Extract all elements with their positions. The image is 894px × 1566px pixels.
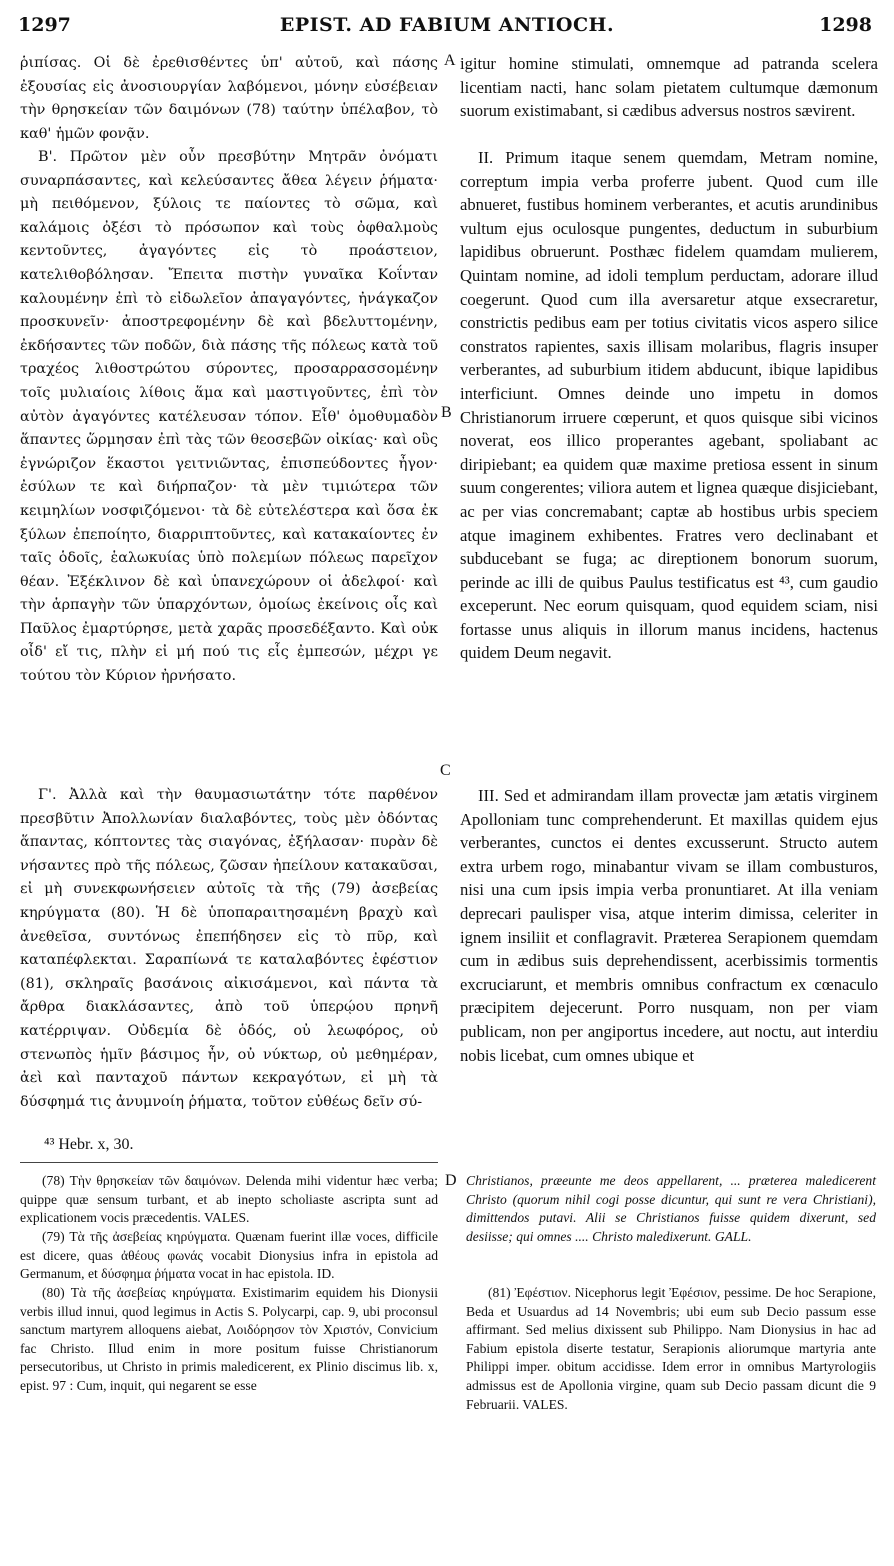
note-78: (78) Τὴν θρησκείαν τῶν δαιμόνων. Delenda mihi videntur hæc verba; quippe quæ sensum turbant, et ab inepto scholiaste ascripta sunt ad explicationem vocis præcedentis. VALES.: [20, 1173, 438, 1226]
latin-paragraph-1: igitur homine stimulati, omnemque ad patranda scelera licentiam nacti, hanc solam pietatem cultumque dæmonum suorum existimabant, si cædibus adversus nostros sævirent.: [460, 54, 878, 121]
footnote-divider: [20, 1162, 438, 1163]
note-79: (79) Τὰ τῆς ἀσεβείας κηρύγματα. Quænam fuerint illæ voces, difficile est dicere, quas ἀθέους φωνάς vocabit Dionysius infra in epistola ad Germanum, et δύσφημα ῥήματα vocat in hac epistola. ID.: [20, 1229, 438, 1282]
scripture-footnote: ⁴³ Hebr. x, 30.: [44, 1136, 134, 1153]
greek-paragraph-3: Γ'. Ἀλλὰ καὶ τὴν θαυμασιωτάτην τότε παρθένον πρεσβῦτιν Ἀπολλωνίαν διαλαβόντες, τοὺς μὲν ὀδόντας ἅπαντας, κόπτοντες τὰς σιαγόνας, ἐξήλασαν· πυρὰν δὲ νήσαντες πρὸ τῆς πόλεως, ζῶσαν ἠπείλουν κατακαῦσαι, εἰ μὴ συνεκφωνήσειεν αὐτοῖς τὰ τῆς (79) ἀσεβείας κηρύγματα (80). Ἡ δὲ ὑποπαραιτησαμένη βραχὺ καὶ ἀνεθεῖσα, συντόνως ἐπεπήδησεν εἰς τὸ πῦρ, καὶ καταπέφλεκται. Σαραπίωνά τε καταλαβόντες ἐφέστιον (81), σκληραῖς βασάνοις αἰκισάμενοι, καὶ πάντα τὰ ἄρθρα διακλάσαντες, ἀπὸ τοῦ ὑπερῴου πρηνῆ κατέρριψαν. Οὐδεμία δὲ ὁδός, οὐ λεωφόρος, οὐ στενωπὸς ἡμῖν βάσιμος ἦν, οὐ νύκτωρ, οὐ μεθημέραν, ἀεὶ καὶ πανταχοῦ πάντων κεκραγότων, εἰ μὴ τὰ δύσφημά τις ἀνυμνοίη ῥήματα, τοῦτον εὐθέως δεῖν σύ-: [20, 787, 438, 1110]
running-title: EPIST. AD FABIUM ANTIOCH.: [279, 14, 615, 36]
note-80-continuation: Christianos, præeunte me deos appellarent, ... præterea maledicerent Christo (quorum nihil cogi posse dicuntur, qui sunt re vera Christiani), dimittendos putavi. Alii se Christianos fuisse quidem dixerunt, sed desiisse; qui omnes .... Christo maledixerunt. GALL.: [466, 1173, 876, 1244]
margin-marker-a: A: [444, 52, 456, 69]
latin-paragraph-3: III. Sed et admirandam illam provectæ jam ætatis virginem Apolloniam tunc comprehenderunt. Et maxillas quidem ejus verberantes, cunctos ei dentes excusserunt. Structo autem extra urbem rogo, minabantur vivam se illam combusturos, nisi una cum ipsis impia verba pronuntiaret. At illa veniam deprecari paulisper visa, atque interim dimissa, celeriter in ignem insiliit et conflagravit. Præterea Serapionem quemdam cum in ædibus suis deprehendissent, acerbissimis tormentis excruciarunt, et membris omnibus confractum ex cœnaculo præcipitem dejecerunt. Porro nusquam, non per viam publicam, non per angiportus incedere, aut noctu, aut interdiu nobis licebat, cum omnes ubique et: [460, 786, 878, 1065]
margin-marker-d: D: [445, 1172, 457, 1189]
margin-marker-c: C: [440, 762, 451, 779]
greek-paragraph-2: Β'. Πρῶτον μὲν οὖν πρεσβύτην Μητρᾶν ὀνόματι συναρπάσαντες, καὶ κελεύσαντες ἄθεα λέγειν ῥήματα· μὴ πειθόμενον, ξύλοις τε παίοντες τὸ σῶμα, καὶ καλάμοις ὀξέσι τὸ πρόσωπον καὶ τοὺς ὀφθαλμοὺς κεντοῦντες, ἀγαγόντες εἰς τὸ προάστειον, κατελιθοβόλησαν. Ἔπειτα πιστὴν γυναῖκα Κοΐνταν καλουμένην ἐπὶ τὸ εἰδωλεῖον ἀπαγαγόντες, ἠνάγκαζον προσκυνεῖν· ἀποστρεφομένην δὲ καὶ βδελυττομένην, ἐκδήσαντες τῶν ποδῶν, διὰ πάσης τῆς πόλεως κατὰ τοῦ τραχέος λιθοστρώτου σύροντες, προσαρρασσομένην τοῖς μυλιαίοις λίθοις ἅμα καὶ μαστιγοῦντες, ἐπὶ τὸν αὐτὸν ἀγαγόντες κατέλευσαν τόπον. Εἶθ' ὁμοθυμαδὸν ἅπαντες ὥρμησαν ἐπὶ τὰς τῶν θεοσεβῶν οἰκίας· καὶ οὓς ἐγνώριζον ἕκαστοι γειτνιῶντας, ἐπισπεύδοντες ἦγον· ἐσύλων τε καὶ διήρπαζον· τὰ μὲν τιμιώτερα τῶν κειμηλίων νοσφιζόμενοι· τὰ δὲ εὐτελέστερα καὶ ὅσα ἐκ ξύλων ἐπεποίητο, διαρριπτοῦντες, καὶ κατακαίοντες ἐν ταῖς ὁδοῖς, ἑαλωκυίας ὑπὸ πολεμίων πόλεως παρεῖχον θέαν. Ἐξέκλινον δὲ καὶ ὑπανεχώρουν οἱ ἀδελφοί· καὶ τὴν ἁρπαγὴν τῶν ὑπαρχόντων, ὁμοίως ἐκείνοις οἷς καὶ Παῦλος ἐμαρτύρησε, μετὰ χαρᾶς προσεδέξαντο. Καὶ οὐκ οἶδ' εἴ τις, πλὴν εἰ μή πού τις εἷς ἐμπεσών, μέχρι γε τούτου τὸν Κύριον ἠρνήσατο.: [20, 149, 438, 685]
greek-paragraph-1: ῥιπίσας. Οἱ δὲ ἐρεθισθέντες ὑπ' αὐτοῦ, καὶ πάσης ἐξουσίας εἰς ἀνοσιουργίαν λαβόμενοι, μόνην εὐσέβειαν τὴν θρησκείαν τῶν δαιμόνων (78) ταύτην ὑπέλαβον, τὸ καθ' ἡμῶν φονᾷν.: [20, 55, 438, 142]
margin-marker-b: B: [441, 404, 452, 421]
right-column-number: 1298: [819, 14, 872, 36]
note-81: (81) Ἐφέστιον. Nicephorus legit Ἐφέσιον, pessime. De hoc Serapione, Beda et Usuardus ad 14 Novembris; ubi eum sub Decio passum esse affirmant. Sed melius dixissent sub Philippo. Nam Dionysius in hac ad Fabium epistola diserte testatur, Serapionis aliorumque martyria ante Philippi imper. obitum accidisse. Idem error in omnibus Martyrologiis admissus est de Apollonia virgine, quam sub Decio passam dicunt die 9 Februarii. VALES.: [466, 1285, 876, 1412]
note-80: (80) Τὰ τῆς ἀσεβείας κηρύγματα. Existimarim equidem his Dionysii verbis illud innui, quod legimus in Actis S. Polycarpi, cap. 9, ubi proconsul sanctum martyrem alloquens aiebat, Λοιδόρησον τὸν Χριστόν, Convicium fac Christo. Illud enim in more positum fuisse Christianorum persecutoribus, ut Christo in primis maledicerent, ex Plinio discimus lib. x, epist. 97 : Cum, inquit, qui negarent se esse: [20, 1285, 438, 1393]
latin-paragraph-2: II. Primum itaque senem quemdam, Metram nomine, correptum impia verba proferre jubent. Quod cum ille abnueret, fustibus hominem verberantes, et acutis arundinibus vultum ejus oculosque pungentes, deductum in suburbium lapidibus obruerunt. Posthæc fidelem quamdam mulierem, Quintam nomine, ad idoli templum perductam, adorare illud coegerunt. Quod cum illa aversaretur atque exsecraretur, constrictis pedibus eam per totius civitatis vicos aspero silice constratos rapientes, saxis illisam molaribus, flagris insuper verberantes, ad suburbium itidem abducunt, ibique lapidibus interficiunt. Omnes deinde uno impetu in domos Christianorum irruere cœperunt, et quos quisque sibi vicinos noverat, eos illico properantes agebant, spoliabant ac diripiebant; ea quidem quæ maxime pretiosa essent in sinum suum congerentes; viliora autem et lignea quæque disjiciebant, ac per vias concremabant; captæ ab hostibus urbis speciem atque imaginem exhibentes. Fratres vero declinabant et subducebant se fuga; ac direptionem bonorum suorum, perinde ac illi de quibus Paulus testificatus est ⁴³, cum gaudio exceperunt. Nec eorum quisquam, quod equidem sciam, nisi fortasse unus aliquis in illorum manus incidens, hactenus quidem Deum negavit.: [460, 148, 878, 663]
left-column-number: 1297: [18, 14, 71, 36]
